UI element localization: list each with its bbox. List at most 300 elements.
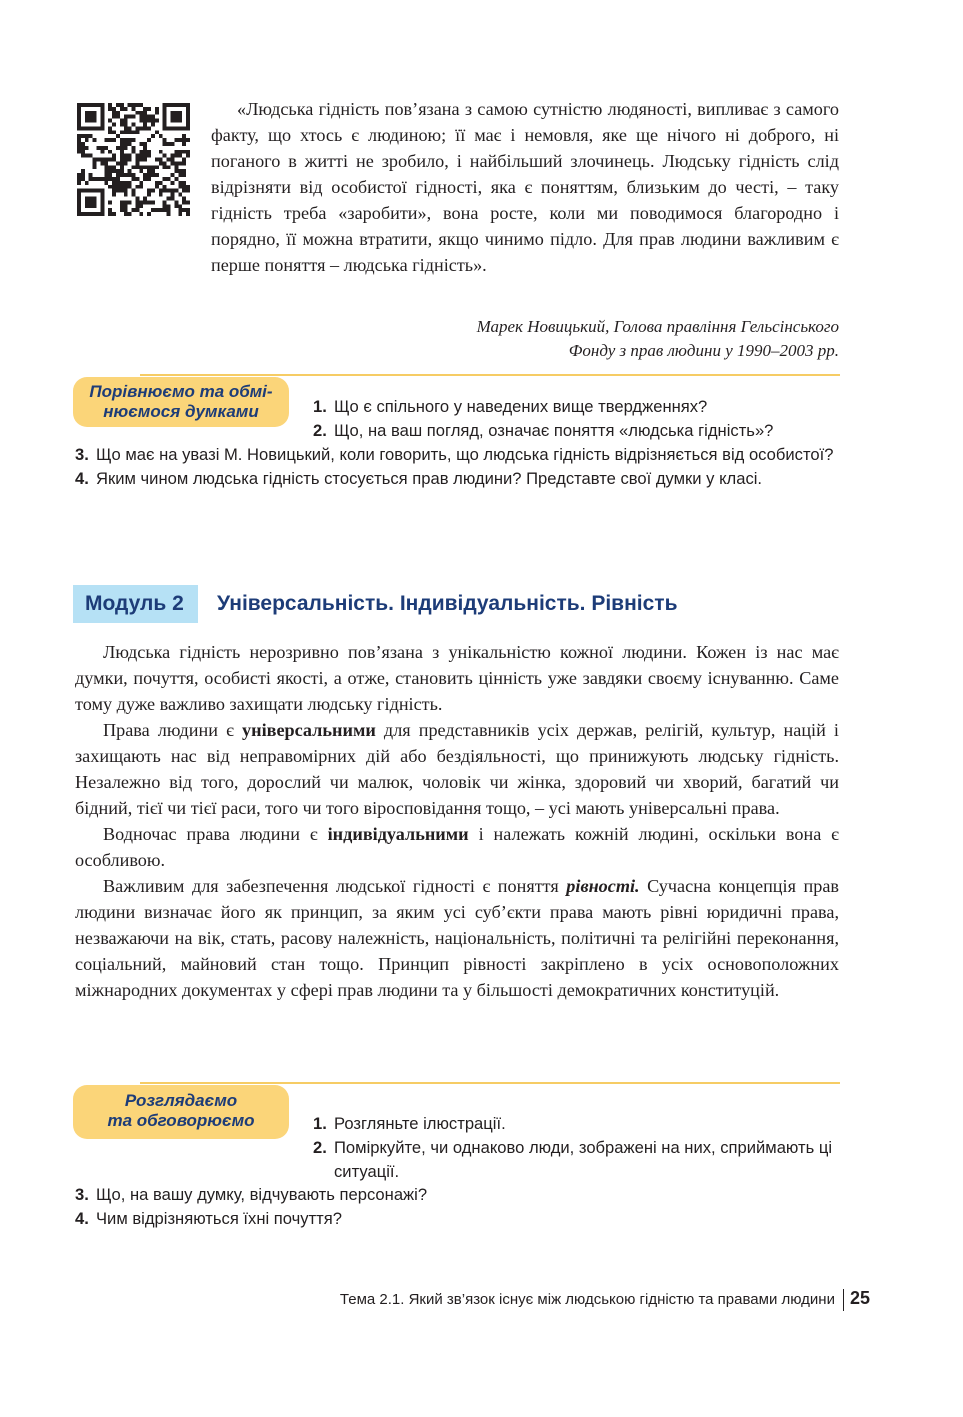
- qr-module: [163, 119, 167, 123]
- qr-module: [186, 154, 190, 158]
- qr-module: [182, 169, 186, 173]
- term-equality: рівності.: [566, 876, 640, 896]
- qr-module: [124, 161, 128, 165]
- qr-module: [120, 107, 124, 111]
- qr-module: [124, 154, 128, 158]
- qr-module: [108, 138, 112, 142]
- qr-module: [100, 126, 104, 130]
- qr-module: [171, 103, 175, 107]
- qr-module: [151, 165, 155, 169]
- qr-module: [135, 177, 139, 181]
- qr-module: [155, 173, 159, 177]
- qr-module: [100, 189, 104, 193]
- qr-module: [143, 122, 147, 126]
- page-footer: [200, 1285, 870, 1313]
- qr-module: [85, 138, 89, 142]
- qr-module: [163, 185, 167, 189]
- qr-module: [155, 111, 159, 115]
- qr-module: [108, 177, 112, 181]
- qr-module: [108, 185, 112, 189]
- qr-module: [143, 150, 147, 154]
- qr-module: [124, 146, 128, 150]
- qr-module: [147, 154, 151, 158]
- term-universal: універсальними: [242, 720, 376, 740]
- qr-module: [81, 169, 85, 173]
- qr-module: [120, 189, 124, 193]
- qr-module: [77, 173, 81, 177]
- qr-module: [178, 181, 182, 185]
- qr-module: [143, 200, 147, 204]
- qr-module: [100, 193, 104, 197]
- qr-module: [124, 212, 128, 216]
- paragraph-text: Сучасна концепція прав людини визначає його як принцип, за яким усі суб’єкти права мають рівні юридичні права, незважаючи на вік, стать, расову належність, національність, політичні та релігійні переконання, соціальний, майновий стан тощо. Принцип рівності закріплено в усіх основоположних міжнародних документах у сфері прав людини та у більшості демократичних конституцій.: [75, 876, 839, 1000]
- qr-module: [96, 212, 100, 216]
- qr-module: [139, 150, 143, 154]
- qr-module: [167, 204, 171, 208]
- qr-module: [178, 154, 182, 158]
- qr-module: [159, 181, 163, 185]
- qr-module: [132, 189, 136, 193]
- qr-module: [124, 122, 128, 126]
- qr-module: [100, 204, 104, 208]
- qr-module: [135, 204, 139, 208]
- qr-module: [143, 115, 147, 119]
- qr-module: [139, 103, 143, 107]
- qr-module: [151, 189, 155, 193]
- qr-module: [163, 208, 167, 212]
- qr-module: [159, 134, 163, 138]
- qr-module: [155, 185, 159, 189]
- qr-module: [135, 111, 139, 115]
- qr-module: [159, 161, 163, 165]
- module-title: Універсальність. Індивідуальність. Рівність: [217, 592, 678, 615]
- qr-module: [143, 111, 147, 115]
- qr-module: [178, 185, 182, 189]
- paragraph-individual: [75, 821, 839, 873]
- block2-tag: [73, 1085, 289, 1139]
- question-text: Розгляньте ілюстрації.: [334, 1114, 506, 1133]
- qr-module: [100, 212, 104, 216]
- qr-module: [77, 208, 81, 212]
- qr-module: [163, 204, 167, 208]
- qr-module: [139, 185, 143, 189]
- qr-module: [128, 185, 132, 189]
- qr-module: [174, 154, 178, 158]
- qr-module: [120, 204, 124, 208]
- qr-module: [77, 111, 81, 115]
- qr-module: [186, 208, 190, 212]
- qr-module: [186, 138, 190, 142]
- qr-module: [178, 115, 182, 119]
- qr-module: [85, 189, 89, 193]
- paragraph-equality: [75, 873, 839, 1003]
- qr-module: [77, 197, 81, 201]
- qr-module: [167, 197, 171, 201]
- qr-module: [132, 130, 136, 134]
- qr-module: [104, 138, 108, 142]
- qr-module: [128, 181, 132, 185]
- qr-module: [104, 146, 108, 150]
- qr-module: [100, 103, 104, 107]
- qr-module: [147, 189, 151, 193]
- qr-module: [147, 173, 151, 177]
- paragraph-text: і належать кожній людині, оскільки вона є особливою.: [75, 824, 839, 870]
- qr-module: [186, 119, 190, 123]
- qr-module: [143, 126, 147, 130]
- qr-module: [112, 212, 116, 216]
- qr-module: [167, 189, 171, 193]
- qr-module: [93, 138, 97, 142]
- qr-module: [100, 197, 104, 201]
- qr-module: [155, 119, 159, 123]
- block1-tag: [73, 377, 289, 427]
- question-item: [75, 467, 839, 491]
- qr-module: [120, 154, 124, 158]
- qr-module: [124, 185, 128, 189]
- qr-module: [85, 115, 89, 119]
- qr-module: [174, 111, 178, 115]
- qr-module: [143, 165, 147, 169]
- qr-module: [171, 142, 175, 146]
- qr-module: [93, 200, 97, 204]
- block1-questions-bottom: [75, 443, 839, 491]
- qr-module: [120, 130, 124, 134]
- qr-module: [178, 169, 182, 173]
- question-number: 2.: [313, 421, 327, 440]
- paragraph-text: Водночас права людини є: [103, 824, 328, 844]
- qr-module: [96, 189, 100, 193]
- qr-module: [112, 111, 116, 115]
- qr-module: [151, 208, 155, 212]
- footer-divider: [843, 1289, 844, 1311]
- qr-module: [100, 122, 104, 126]
- qr-module: [77, 115, 81, 119]
- qr-module: [100, 115, 104, 119]
- block2-tag-line2: та обговорюємо: [107, 1111, 255, 1130]
- qr-module: [77, 138, 81, 142]
- qr-module: [96, 103, 100, 107]
- quote-text: «Людська гідність пов’язана з самою сутністю людяності, випливає з самого факту, що хтось є людиною; її має і немовля, яке ще нічого ні доброго, ні поганого в житті не зробило, і найбільший злочинець. Людську гідність слід відрізняти від особистої гідності, яка є поняттям, близьким до честі, – таку гідність треба «заробити», вона росте, коли ми поводимося благородно і порядно, її можна втратити, якщо чинимо підло. Для прав людини важливим є перше поняття – людська гідність».: [211, 99, 839, 275]
- question-item: [313, 395, 839, 419]
- qr-module: [124, 208, 128, 212]
- qr-module: [159, 208, 163, 212]
- qr-module: [132, 103, 136, 107]
- qr-module: [163, 111, 167, 115]
- qr-module: [147, 115, 151, 119]
- qr-module: [112, 138, 116, 142]
- qr-module: [120, 146, 124, 150]
- qr-module: [155, 107, 159, 111]
- qr-module: [81, 142, 85, 146]
- qr-module: [182, 173, 186, 177]
- qr-module: [112, 177, 116, 181]
- qr-module: [163, 161, 167, 165]
- question-number: 4.: [75, 469, 89, 488]
- question-number: 2.: [313, 1138, 327, 1157]
- qr-module: [124, 158, 128, 162]
- qr-module: [89, 173, 93, 177]
- qr-module: [174, 103, 178, 107]
- qr-module: [100, 150, 104, 154]
- qr-module: [77, 181, 81, 185]
- qr-module: [139, 212, 143, 216]
- qr-module: [108, 165, 112, 169]
- qr-module: [108, 173, 112, 177]
- qr-module: [100, 177, 104, 181]
- qr-module: [132, 193, 136, 197]
- qr-module: [93, 119, 97, 123]
- qr-module: [124, 181, 128, 185]
- paragraph-text: Права людини є: [103, 720, 242, 740]
- qr-module: [100, 200, 104, 204]
- qr-module: [132, 165, 136, 169]
- qr-module: [171, 189, 175, 193]
- qr-module: [171, 119, 175, 123]
- qr-module: [108, 126, 112, 130]
- qr-module: [112, 169, 116, 173]
- qr-module: [77, 122, 81, 126]
- qr-module: [112, 107, 116, 111]
- question-text: Поміркуйте, чи однаково люди, зображені на них, сприймають ці ситуації.: [334, 1138, 833, 1181]
- qr-module: [77, 177, 81, 181]
- qr-module: [85, 181, 89, 185]
- qr-module: [112, 130, 116, 134]
- qr-module: [167, 208, 171, 212]
- block1-tag-line2: нюємося думками: [103, 402, 259, 421]
- qr-module: [182, 150, 186, 154]
- module-badge: Модуль 2: [73, 585, 198, 623]
- qr-module: [171, 111, 175, 115]
- question-item: [313, 1136, 839, 1184]
- qr-module: [132, 173, 136, 177]
- qr-module: [155, 208, 159, 212]
- qr-module: [116, 161, 120, 165]
- qr-module: [85, 212, 89, 216]
- qr-module: [85, 200, 89, 204]
- qr-module: [108, 212, 112, 216]
- qr-module: [128, 200, 132, 204]
- qr-module: [85, 103, 89, 107]
- qr-module: [135, 185, 139, 189]
- qr-module: [171, 126, 175, 130]
- qr-module: [178, 193, 182, 197]
- qr-module: [81, 154, 85, 158]
- qr-module: [174, 119, 178, 123]
- qr-module: [93, 115, 97, 119]
- qr-module: [167, 103, 171, 107]
- qr-module: [104, 173, 108, 177]
- qr-module: [128, 130, 132, 134]
- qr-module: [77, 150, 81, 154]
- qr-module: [139, 165, 143, 169]
- qr-module: [147, 165, 151, 169]
- qr-module: [93, 197, 97, 201]
- qr-module: [77, 142, 81, 146]
- qr-module: [171, 193, 175, 197]
- qr-module: [132, 138, 136, 142]
- qr-module: [77, 126, 81, 130]
- qr-module: [151, 200, 155, 204]
- qr-module: [139, 181, 143, 185]
- qr-module: [116, 146, 120, 150]
- qr-module: [182, 200, 186, 204]
- qr-module: [128, 173, 132, 177]
- qr-module: [128, 169, 132, 173]
- qr-module: [163, 189, 167, 193]
- qr-module: [174, 165, 178, 169]
- qr-module: [143, 146, 147, 150]
- paragraph-text: для представників усіх держав, релігій, культур, націй і захищають нас від неправомірних дій або бездіяльності, що принижують людську гідність. Незалежно від того, дорослий чи малюк, чоловік чи жінка, здоровий чи хворий, багатий чи бідний, тієї чи тієї раси, того чи того віросповідання тощо, – усі мають універсальні права.: [75, 720, 839, 818]
- qr-module: [104, 181, 108, 185]
- qr-module: [120, 158, 124, 162]
- block1-rule: [140, 374, 840, 376]
- qr-module: [81, 103, 85, 107]
- qr-module: [159, 189, 163, 193]
- qr-module: [128, 138, 132, 142]
- qr-module: [174, 138, 178, 142]
- block2-questions-top: [313, 1112, 839, 1184]
- qr-module: [81, 150, 85, 154]
- qr-module: [104, 177, 108, 181]
- block1-tag-line1: Порівнюємо та обмі-: [89, 382, 273, 401]
- qr-module: [174, 126, 178, 130]
- qr-module: [112, 122, 116, 126]
- qr-module: [167, 126, 171, 130]
- block2-questions-bottom: [75, 1183, 839, 1231]
- qr-module: [147, 138, 151, 142]
- qr-module: [182, 126, 186, 130]
- qr-module: [77, 103, 81, 107]
- qr-module: [178, 150, 182, 154]
- qr-module: [143, 119, 147, 123]
- qr-module: [112, 193, 116, 197]
- qr-module: [139, 204, 143, 208]
- qr-module: [100, 119, 104, 123]
- question-item: [75, 1183, 839, 1207]
- qr-module: [135, 161, 139, 165]
- qr-module: [151, 115, 155, 119]
- qr-module: [167, 212, 171, 216]
- qr-module: [143, 154, 147, 158]
- qr-module: [186, 111, 190, 115]
- qr-module: [147, 200, 151, 204]
- qr-module: [178, 161, 182, 165]
- block1-questions-top: [313, 395, 839, 443]
- qr-module: [132, 177, 136, 181]
- qr-module: [128, 142, 132, 146]
- qr-module: [120, 208, 124, 212]
- qr-module: [186, 103, 190, 107]
- qr-module: [77, 189, 81, 193]
- qr-module: [108, 208, 112, 212]
- qr-module: [93, 177, 97, 181]
- qr-module: [128, 126, 132, 130]
- qr-module: [186, 122, 190, 126]
- qr-module: [108, 130, 112, 134]
- qr-module: [81, 173, 85, 177]
- qr-module: [128, 115, 132, 119]
- qr-module: [124, 193, 128, 197]
- qr-module: [100, 146, 104, 150]
- qr-module: [163, 115, 167, 119]
- qr-module: [93, 212, 97, 216]
- qr-module: [116, 169, 120, 173]
- qr-module: [132, 208, 136, 212]
- qr-module: [135, 208, 139, 212]
- qr-module: [85, 204, 89, 208]
- qr-module: [139, 200, 143, 204]
- qr-module: [116, 189, 120, 193]
- qr-module: [81, 189, 85, 193]
- qr-module: [120, 138, 124, 142]
- qr-module: [139, 126, 143, 130]
- qr-module: [112, 181, 116, 185]
- qr-module: [104, 158, 108, 162]
- qr-module: [96, 177, 100, 181]
- term-individual: індивідуальними: [327, 824, 469, 844]
- qr-module: [147, 169, 151, 173]
- block2-rule: [140, 1082, 840, 1084]
- qr-module: [186, 150, 190, 154]
- qr-module: [171, 154, 175, 158]
- qr-module: [93, 204, 97, 208]
- qr-module: [147, 107, 151, 111]
- qr-module: [120, 185, 124, 189]
- qr-module: [174, 115, 178, 119]
- qr-module: [186, 107, 190, 111]
- qr-module: [96, 146, 100, 150]
- qr-module: [112, 165, 116, 169]
- qr-module: [143, 142, 147, 146]
- qr-module: [163, 122, 167, 126]
- qr-module: [147, 212, 151, 216]
- qr-module: [100, 158, 104, 162]
- qr-module: [174, 150, 178, 154]
- qr-module: [89, 212, 93, 216]
- question-text: Яким чином людська гідність стосується прав людини? Представте свої думки у класі.: [96, 469, 763, 488]
- qr-module: [147, 193, 151, 197]
- qr-module: [120, 142, 124, 146]
- qr-module: [85, 154, 89, 158]
- qr-module: [96, 158, 100, 162]
- qr-module: [104, 169, 108, 173]
- question-item: [313, 1112, 839, 1136]
- qr-module: [135, 130, 139, 134]
- qr-module: [116, 173, 120, 177]
- qr-module: [116, 115, 120, 119]
- footer-topic: Тема 2.1. Який зв’язок існує між людською гідністю та правами людини: [339, 1291, 835, 1308]
- qr-module: [124, 126, 128, 130]
- paragraph-uniqueness: Людська гідність нерозривно пов’язана з унікальністю кожної людини. Кожен із нас має думки, почуття, особисті якості, а отже, становить цінність уже завдяки своєму існуванню. Саме тому дуже важливо захищати людську гідність.: [75, 642, 839, 714]
- qr-module: [186, 212, 190, 216]
- qr-module: [124, 119, 128, 123]
- qr-module: [89, 126, 93, 130]
- qr-module: [77, 134, 81, 138]
- qr-module: [93, 165, 97, 169]
- qr-module: [174, 204, 178, 208]
- qr-module: [163, 154, 167, 158]
- qr-module: [178, 126, 182, 130]
- qr-module: [77, 212, 81, 216]
- qr-module: [178, 111, 182, 115]
- qr-module: [93, 103, 97, 107]
- qr-module: [89, 115, 93, 119]
- qr-module: [159, 150, 163, 154]
- qr-module: [139, 115, 143, 119]
- qr-module: [139, 158, 143, 162]
- qr-module: [81, 126, 85, 130]
- qr-module: [171, 197, 175, 201]
